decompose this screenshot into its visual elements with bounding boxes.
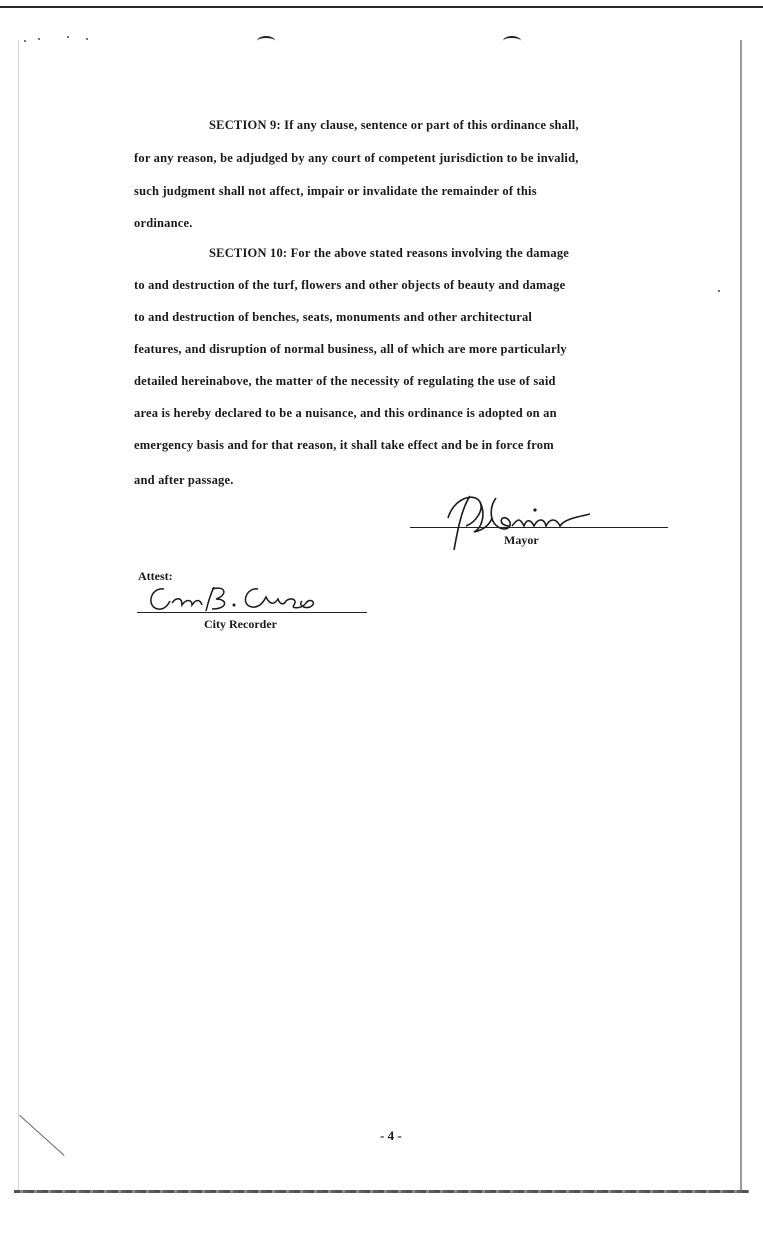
mayor-signature-line: [410, 527, 668, 528]
section-10-line-5: detailed hereinabove, the matter of the necessity of regulating the use of said: [134, 374, 556, 388]
punch-mark-right: [503, 36, 521, 46]
section-10-line-8: and after passage.: [134, 473, 234, 487]
section-9-line-3: such judgment shall not affect, impair or invalidate the remainder of this: [134, 184, 537, 198]
scan-speck: [718, 290, 720, 292]
recorder-caption: City Recorder: [204, 617, 277, 631]
scan-edge-top: [0, 6, 763, 8]
scan-edge-left: [18, 40, 19, 1190]
section-9-line-4: ordinance.: [134, 216, 193, 230]
recorder-signature-line: [137, 612, 367, 613]
scan-speck: [38, 38, 40, 40]
scan-speck: [67, 36, 69, 38]
attest-label: Attest:: [138, 569, 173, 583]
scan-edge-right: [740, 40, 742, 1190]
scan-speck: [24, 40, 26, 42]
section-10-line-1: SECTION 10: For the above stated reasons involving the damage: [209, 246, 570, 260]
recorder-signature: [142, 583, 317, 615]
scan-speck: [86, 38, 88, 40]
section-9-line-2: for any reason, be adjudged by any court of competent jurisdiction to be invalid,: [134, 151, 579, 165]
section-10-line-4: features, and disruption of normal business, all of which are more particularly: [134, 342, 567, 356]
section-10-line-7: emergency basis and for that reason, it shall take effect and be in force from: [134, 438, 554, 452]
punch-mark-left: [257, 36, 275, 46]
scan-edge-bottom: [14, 1190, 749, 1193]
page-number: - 4 -: [380, 1128, 402, 1143]
mayor-caption: Mayor: [504, 533, 539, 547]
section-10-line-3: to and destruction of benches, seats, monuments and other architectural: [134, 310, 533, 324]
scan-corner-fold: [19, 1115, 64, 1156]
section-10-line-6: area is hereby declared to be a nuisance, and this ordinance is adopted on an: [134, 406, 557, 420]
section-10-line-2: to and destruction of the turf, flowers and other objects of beauty and damage: [134, 278, 566, 292]
section-9-line-1: SECTION 9: If any clause, sentence or part of this ordinance shall,: [209, 118, 579, 132]
